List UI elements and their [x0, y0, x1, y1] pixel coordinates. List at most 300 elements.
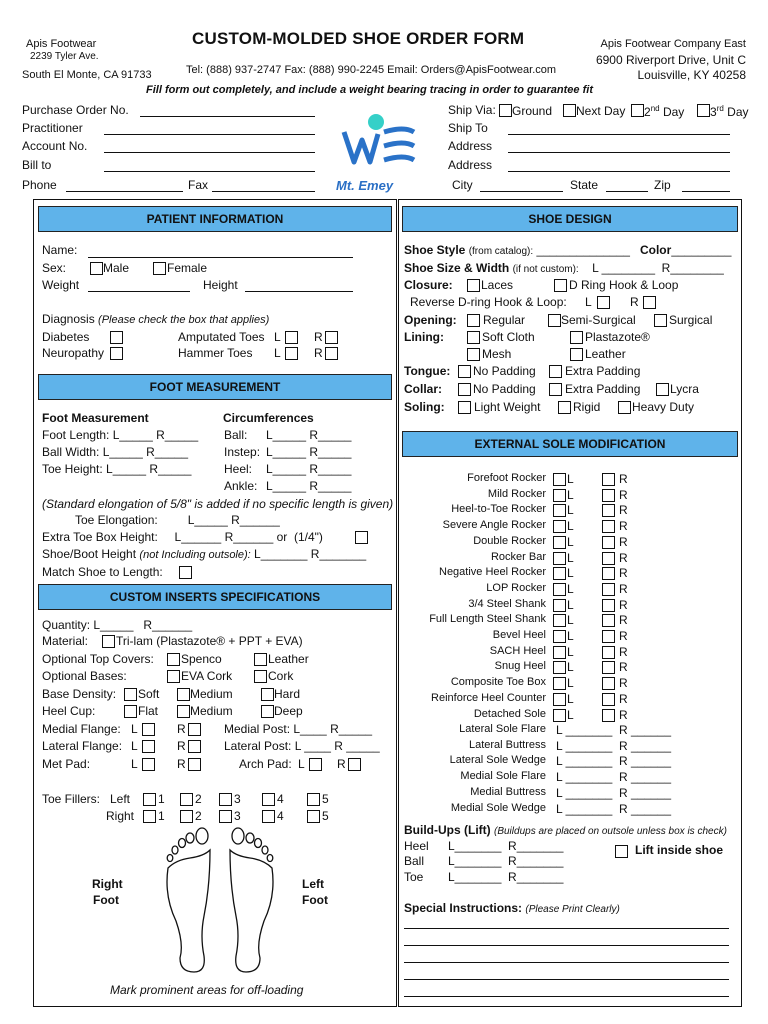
tongue-extra-padding-label: Extra Padding — [565, 364, 641, 378]
eva-cork-label: EVA Cork — [181, 669, 233, 683]
ship-2nd-day-checkbox[interactable] — [631, 104, 644, 117]
collar-no-padding-label: No Padding — [473, 382, 536, 396]
closure-label: Closure: — [404, 278, 453, 292]
toe-elongation-row: Toe Elongation: L_____ R______ — [75, 513, 280, 527]
soft-cloth-label: Soft Cloth — [482, 330, 535, 344]
lop-rocker-r-checkbox[interactable] — [602, 583, 615, 596]
regular-label: Regular — [483, 313, 526, 327]
snug-heel-l-checkbox[interactable] — [553, 661, 566, 674]
deep-label: Deep — [274, 704, 303, 718]
lateral-post-row: Lateral Post: L ____ R _____ — [224, 739, 380, 753]
diagnosis-note: (Please check the box that applies) — [98, 314, 270, 326]
collar-extra-padding-label: Extra Padding — [565, 382, 641, 396]
shoe-design-header: SHOE DESIGN — [402, 206, 738, 232]
name-field[interactable] — [88, 257, 353, 258]
arch-pad-r: R — [337, 757, 346, 771]
toe-filler-right-4-checkbox[interactable] — [262, 810, 275, 823]
ball-circ-label: Ball: — [224, 428, 248, 442]
special-line-2[interactable] — [404, 945, 729, 946]
medial-sole-wedge-label: Medial Sole Wedge — [450, 802, 546, 814]
medial-flange-r: R — [177, 722, 186, 736]
weight-field[interactable] — [88, 291, 190, 292]
tongue-no-padding-checkbox[interactable] — [458, 365, 471, 378]
sach-heel-l-checkbox[interactable] — [553, 646, 566, 659]
rigid-checkbox[interactable] — [558, 401, 571, 414]
female-checkbox[interactable] — [153, 262, 166, 275]
ship-next-day-label: Next Day — [576, 104, 626, 118]
collar-no-padding-checkbox[interactable] — [458, 383, 471, 396]
detached-sole-l-checkbox[interactable] — [553, 709, 566, 722]
ship-via-label: Ship Via: — [448, 103, 496, 117]
ship-3rd-day-checkbox[interactable] — [697, 104, 710, 117]
toe-filler-left-2-checkbox[interactable] — [180, 793, 193, 806]
diagnosis-title: Diagnosis — [42, 312, 95, 326]
phone-label: Phone — [22, 178, 57, 192]
met-pad-r: R — [177, 757, 186, 771]
lining-leather-label: Leather — [585, 347, 626, 361]
quantity-label: Quantity: — [42, 618, 91, 632]
dring-checkbox[interactable] — [554, 279, 567, 292]
rocker-bar-r-label: R — [619, 551, 628, 565]
foot-measurement-header: FOOT MEASUREMENT — [38, 374, 392, 400]
negative-heel-rocker-label: Negative Heel Rocker — [439, 566, 546, 578]
lateral-buttress-label: Lateral Buttress — [468, 739, 546, 751]
3-4-steel-shank-r-label: R — [619, 598, 628, 612]
shoe-boot-height-row: Shoe/Boot Height (not Including outsole): L_______ R_______ — [42, 547, 367, 561]
purchase-order-field[interactable] — [140, 116, 315, 117]
buildups-note: (Buildups are placed on outsole unless box is check) — [494, 826, 727, 837]
composite-toe-box-l-checkbox[interactable] — [553, 677, 566, 690]
company-city-right: Louisville, KY 40258 — [637, 68, 746, 82]
bevel-heel-r-checkbox[interactable] — [602, 630, 615, 643]
foot-measurement-col: Foot Measurement — [42, 411, 149, 425]
buildup-ball-label: Ball — [404, 854, 425, 868]
buildups-row — [404, 823, 727, 837]
ship-3rd-num: 3 — [710, 105, 717, 119]
composite-toe-box-l-label: L — [567, 676, 574, 690]
ship-to-field[interactable] — [508, 134, 730, 135]
severe-angle-rocker-label: Severe Angle Rocker — [442, 519, 546, 531]
male-checkbox[interactable] — [90, 262, 103, 275]
spenco-checkbox[interactable] — [167, 653, 180, 666]
toe-filler-left-1-label: 1 — [158, 792, 165, 806]
double-rocker-l-checkbox[interactable] — [553, 536, 566, 549]
logo-text: Mt. Emey — [336, 178, 394, 193]
company-name-left: Apis Footwear — [26, 38, 97, 50]
foot-length-label: Foot Length: — [42, 428, 110, 442]
toe-filler-left-1-checkbox[interactable] — [143, 793, 156, 806]
shoe-size-label: Shoe Size & Width — [404, 261, 510, 275]
toe-filler-right-5-label: 5 — [322, 809, 329, 823]
toe-filler-left-3-checkbox[interactable] — [219, 793, 232, 806]
cork-checkbox[interactable] — [254, 670, 267, 683]
medial-sole-flare-values[interactable]: L _______ R ______ — [556, 770, 671, 784]
left-foot-word: Foot — [302, 893, 328, 907]
special-line-1[interactable] — [404, 928, 729, 929]
neuropathy-label: Neuropathy — [42, 346, 105, 360]
phone-field[interactable] — [66, 191, 183, 192]
address-field-1[interactable] — [508, 152, 730, 153]
lateral-post-label: Lateral Post: — [224, 739, 292, 753]
snug-heel-l-label: L — [567, 660, 574, 674]
shoe-size-row: Shoe Size & Width (if not custom): L ________ R________ — [404, 261, 724, 275]
rocker-bar-r-checkbox[interactable] — [602, 552, 615, 565]
toe-filler-left-5-checkbox[interactable] — [307, 793, 320, 806]
ship-2nd-sup: nd — [650, 104, 660, 113]
lop-rocker-label: LOP Rocker — [486, 582, 546, 594]
regular-checkbox[interactable] — [467, 314, 480, 327]
tongue-no-padding-label: No Padding — [473, 364, 536, 378]
reverse-r: R — [630, 295, 639, 309]
toe-filler-right-4-label: 4 — [277, 809, 284, 823]
toe-filler-right-2-label: 2 — [195, 809, 202, 823]
bevel-heel-l-checkbox[interactable] — [553, 630, 566, 643]
medial-post-row: Medial Post: L____ R_____ — [224, 722, 373, 736]
mild-rocker-label: Mild Rocker — [487, 488, 546, 500]
fax-label: Fax — [188, 178, 209, 192]
met-pad-l: L — [131, 757, 138, 771]
detached-sole-r-checkbox[interactable] — [602, 709, 615, 722]
laces-label: Laces — [481, 278, 514, 292]
reinforce-heel-counter-label: Reinforce Heel Counter — [431, 692, 546, 704]
lateral-sole-wedge-label: Lateral Sole Wedge — [449, 754, 546, 766]
toe-filler-right-1-checkbox[interactable] — [143, 810, 156, 823]
3-4-steel-shank-l-label: L — [567, 598, 574, 612]
zip-label: Zip — [654, 178, 671, 192]
or-label: or — [276, 530, 288, 544]
ship-3rd-day-word: Day — [727, 105, 749, 119]
trilam-label: Tri-lam (Plastazote® + PPT + EVA) — [116, 634, 303, 648]
3-4-steel-shank-l-checkbox[interactable] — [553, 599, 566, 612]
height-field[interactable] — [245, 291, 353, 292]
met-pad-l-checkbox[interactable] — [142, 758, 155, 771]
bill-to-label: Bill to — [22, 158, 52, 172]
form-title: CUSTOM-MOLDED SHOE ORDER FORM — [192, 29, 525, 48]
account-field[interactable] — [104, 152, 315, 153]
heavy-duty-label: Heavy Duty — [632, 400, 695, 414]
bevel-heel-label: Bevel Heel — [492, 629, 546, 641]
hammer-label: Hammer Toes — [178, 346, 253, 360]
heel-to-toe-rocker-r-checkbox[interactable] — [602, 504, 615, 517]
medial-flange-l-checkbox[interactable] — [142, 723, 155, 736]
forefoot-rocker-label: Forefoot Rocker — [467, 472, 546, 484]
full-length-steel-shank-l-label: L — [567, 613, 574, 627]
soft-cloth-checkbox[interactable] — [467, 331, 480, 344]
detached-sole-label: Detached Sole — [473, 708, 546, 720]
ship-3rd-sup: rd — [716, 104, 724, 113]
extra-toe-label: Extra Toe Box Height: — [42, 530, 158, 544]
rocker-bar-label: Rocker Bar — [490, 551, 546, 563]
eva-cork-checkbox[interactable] — [167, 670, 180, 683]
opening-label: Opening: — [404, 313, 457, 327]
surgical-checkbox[interactable] — [654, 314, 667, 327]
deep-checkbox[interactable] — [261, 705, 274, 718]
hammer-r-checkbox[interactable] — [325, 347, 338, 360]
soft-label: Soft — [138, 687, 160, 701]
heel-to-toe-rocker-label: Heel-to-Toe Rocker — [451, 503, 546, 515]
dring-label: D Ring Hook & Loop — [569, 278, 679, 292]
zip-field[interactable] — [682, 191, 730, 192]
full-length-steel-shank-r-label: R — [619, 613, 628, 627]
amputated-r-checkbox[interactable] — [325, 331, 338, 344]
forefoot-rocker-r-checkbox[interactable] — [602, 473, 615, 486]
ball-width-row: Ball Width: L_____ R_____ — [42, 445, 189, 459]
address-field-2[interactable] — [508, 171, 730, 172]
medial-sole-flare-label: Medial Sole Flare — [460, 770, 546, 782]
reverse-dring-label: Reverse D-ring Hook & Loop: — [410, 295, 567, 309]
toe-filler-left-4-checkbox[interactable] — [262, 793, 275, 806]
negative-heel-rocker-l-checkbox[interactable] — [553, 567, 566, 580]
amputated-l-label: L — [274, 330, 281, 344]
reinforce-heel-counter-r-checkbox[interactable] — [602, 693, 615, 706]
lateral-flange-l-checkbox[interactable] — [142, 740, 155, 753]
buildup-heel-label: Heel — [404, 839, 429, 853]
density-medium-label: Medium — [190, 687, 233, 701]
color-label: Color — [639, 243, 672, 257]
heel-to-toe-rocker-r-label: R — [619, 503, 628, 517]
full-length-steel-shank-label: Full Length Steel Shank — [429, 613, 546, 625]
lining-label: Lining: — [404, 330, 444, 344]
heelcup-medium-label: Medium — [190, 704, 233, 718]
extra-toe-row: Extra Toe Box Height: L______ R______ or (1/4") — [42, 530, 323, 544]
quarter-label: (1/4") — [293, 530, 323, 544]
lateral-sole-wedge-values[interactable]: L _______ R ______ — [556, 754, 671, 768]
toe-height-row: Toe Height: L_____ R_____ — [42, 462, 192, 476]
severe-angle-rocker-r-label: R — [619, 519, 628, 533]
light-weight-label: Light Weight — [474, 400, 541, 414]
ship-ground-checkbox[interactable] — [499, 104, 512, 117]
bill-to-field[interactable] — [104, 171, 315, 172]
hard-checkbox[interactable] — [261, 688, 274, 701]
3-4-steel-shank-r-checkbox[interactable] — [602, 599, 615, 612]
lateral-sole-flare-label: Lateral Sole Flare — [459, 723, 546, 735]
forefoot-rocker-r-label: R — [619, 472, 628, 486]
amputated-l-checkbox[interactable] — [285, 331, 298, 344]
hammer-l-checkbox[interactable] — [285, 347, 298, 360]
special-line-5[interactable] — [404, 996, 729, 997]
medial-flange-r-checkbox[interactable] — [188, 723, 201, 736]
quantity-row: Quantity: L_____ R______ — [42, 618, 193, 632]
composite-toe-box-r-label: R — [619, 676, 628, 690]
mild-rocker-r-label: R — [619, 488, 628, 502]
ship-3rd-day-label — [710, 104, 749, 119]
state-label: State — [570, 178, 599, 192]
special-instructions-label: Special Instructions: — [404, 901, 523, 915]
company-street-right: 6900 Riverport Drive, Unit C — [595, 53, 746, 67]
male-label: Male — [103, 261, 130, 275]
reinforce-heel-counter-r-label: R — [619, 692, 628, 706]
special-line-3[interactable] — [404, 962, 729, 963]
toe-filler-right-1-label: 1 — [158, 809, 165, 823]
snug-heel-r-label: R — [619, 660, 628, 674]
hammer-r-label: R — [314, 346, 323, 360]
snug-heel-r-checkbox[interactable] — [602, 661, 615, 674]
heavy-duty-checkbox[interactable] — [618, 401, 631, 414]
medial-sole-wedge-values[interactable]: L _______ R ______ — [556, 802, 671, 816]
arch-pad-r-checkbox[interactable] — [348, 758, 361, 771]
special-instructions-row — [404, 901, 620, 915]
address-label-2: Address — [448, 158, 493, 172]
toe-height-label: Toe Height: — [42, 462, 103, 476]
heel-circ-row: Heel: L_____ R_____ — [224, 462, 352, 476]
top-leather-checkbox[interactable] — [254, 653, 267, 666]
full-length-steel-shank-l-checkbox[interactable] — [553, 614, 566, 627]
lycra-checkbox[interactable] — [656, 383, 669, 396]
rocker-bar-l-checkbox[interactable] — [553, 552, 566, 565]
special-line-4[interactable] — [404, 979, 729, 980]
lateral-flange-l: L — [131, 739, 138, 753]
reinforce-heel-counter-l-label: L — [567, 692, 574, 706]
external-sole-header: EXTERNAL SOLE MODIFICATION — [402, 431, 738, 457]
plastazote-checkbox[interactable] — [570, 331, 583, 344]
lateral-buttress-values[interactable]: L _______ R ______ — [556, 739, 671, 753]
buildup-toe-row: Toe L_______ R_______ — [404, 870, 564, 884]
sach-heel-label: SACH Heel — [489, 645, 546, 657]
female-label: Female — [167, 261, 208, 275]
toe-filler-right-2-checkbox[interactable] — [180, 810, 193, 823]
mesh-label: Mesh — [482, 347, 512, 361]
mesh-checkbox[interactable] — [467, 348, 480, 361]
lift-inside-label: Lift inside shoe — [635, 843, 724, 857]
quarter-inch-checkbox[interactable] — [355, 531, 368, 544]
soft-checkbox[interactable] — [124, 688, 137, 701]
negative-heel-rocker-r-label: R — [619, 566, 628, 580]
medial-buttress-label: Medial Buttress — [470, 786, 546, 798]
collar-extra-padding-checkbox[interactable] — [549, 383, 562, 396]
detached-sole-r-label: R — [619, 708, 628, 722]
hammer-l-label: L — [274, 346, 281, 360]
lateral-flange-label: Lateral Flange: — [42, 739, 123, 753]
arch-pad-label: Arch Pad: — [239, 757, 292, 771]
city-field[interactable] — [480, 191, 563, 192]
bevel-heel-l-label: L — [567, 629, 574, 643]
match-shoe-checkbox[interactable] — [179, 566, 192, 579]
top-leather-label: Leather — [268, 652, 309, 666]
toe-filler-left-3-label: 3 — [234, 792, 241, 806]
severe-angle-rocker-r-checkbox[interactable] — [602, 520, 615, 533]
foot-length-row: Foot Length: L_____ R_____ — [42, 428, 199, 442]
laces-checkbox[interactable] — [467, 279, 480, 292]
right-foot-word: Foot — [93, 893, 119, 907]
mild-rocker-r-checkbox[interactable] — [602, 489, 615, 502]
arch-pad-l-checkbox[interactable] — [309, 758, 322, 771]
account-label: Account No. — [22, 139, 88, 153]
lateral-flange-r: R — [177, 739, 186, 753]
toe-filler-left-5-label: 5 — [322, 792, 329, 806]
form-instruction: Fill form out completely, and include a weight bearing tracing in order to guarantee fit — [146, 84, 593, 96]
double-rocker-label: Double Rocker — [473, 535, 546, 547]
shoe-boot-label: Shoe/Boot Height — [42, 547, 137, 561]
diabetes-checkbox[interactable] — [110, 331, 123, 344]
company-city-left: South El Monte, CA 91733 — [22, 69, 152, 81]
name-label: Name: — [42, 243, 78, 257]
heel-circ-label: Heel: — [224, 462, 253, 476]
reverse-l-checkbox[interactable] — [597, 296, 610, 309]
elongation-note: (Standard elongation of 5/8" is added if no specific length is given) — [42, 497, 394, 511]
semi-surgical-label: Semi-Surgical — [561, 313, 636, 327]
left-foot-label: Left — [302, 877, 324, 891]
tongue-extra-padding-checkbox[interactable] — [549, 365, 562, 378]
medial-flange-l: L — [131, 722, 138, 736]
ball-circ-row: Ball: L_____ R_____ — [224, 428, 352, 442]
match-shoe-label: Match Shoe to Length: — [42, 565, 163, 579]
light-weight-checkbox[interactable] — [458, 401, 471, 414]
medial-buttress-values[interactable]: L _______ R ______ — [556, 786, 671, 800]
trilam-checkbox[interactable] — [102, 635, 115, 648]
flat-checkbox[interactable] — [124, 705, 137, 718]
shoe-style-note: (from catalog): — [468, 246, 534, 257]
neuropathy-checkbox[interactable] — [110, 347, 123, 360]
snug-heel-label: Snug Heel — [494, 660, 546, 672]
rocker-bar-l-label: L — [567, 551, 574, 565]
sex-label: Sex: — [42, 261, 67, 275]
composite-toe-box-label: Composite Toe Box — [450, 676, 546, 688]
height-label: Height — [203, 278, 238, 292]
toe-filler-right-3-checkbox[interactable] — [219, 810, 232, 823]
circumferences-col: Circumferences — [223, 411, 314, 425]
buildups-label: Build-Ups (Lift) — [404, 823, 491, 837]
ship-next-day-checkbox[interactable] — [563, 104, 576, 117]
heel-to-toe-rocker-l-checkbox[interactable] — [553, 504, 566, 517]
instep-row: Instep: L_____ R_____ — [224, 445, 352, 459]
mild-rocker-l-label: L — [567, 488, 574, 502]
ship-ground-label: Ground — [512, 104, 553, 118]
state-field[interactable] — [606, 191, 648, 192]
toe-fillers-left-label: Left — [110, 792, 131, 806]
semi-surgical-checkbox[interactable] — [548, 314, 561, 327]
severe-angle-rocker-l-label: L — [567, 519, 574, 533]
mild-rocker-l-checkbox[interactable] — [553, 489, 566, 502]
toe-filler-right-5-checkbox[interactable] — [307, 810, 320, 823]
forefoot-rocker-l-label: L — [567, 472, 574, 486]
practitioner-field[interactable] — [104, 134, 315, 135]
top-covers-label: Optional Top Covers: — [42, 652, 154, 666]
material-label: Material: — [42, 634, 89, 648]
heelcup-medium-checkbox[interactable] — [177, 705, 190, 718]
collar-label: Collar: — [404, 382, 443, 396]
patient-info-header: PATIENT INFORMATION — [38, 206, 392, 232]
arch-pad-l: L — [298, 757, 305, 771]
lift-inside-checkbox[interactable] — [615, 845, 628, 858]
severe-angle-rocker-l-checkbox[interactable] — [553, 520, 566, 533]
feet-caption: Mark prominent areas for off-loading — [110, 983, 304, 997]
instep-label: Instep: — [224, 445, 261, 459]
forefoot-rocker-l-checkbox[interactable] — [553, 473, 566, 486]
lop-rocker-l-checkbox[interactable] — [553, 583, 566, 596]
full-length-steel-shank-r-checkbox[interactable] — [602, 614, 615, 627]
met-pad-r-checkbox[interactable] — [188, 758, 201, 771]
diagnosis-label — [42, 312, 269, 326]
sach-heel-r-label: R — [619, 645, 628, 659]
density-medium-checkbox[interactable] — [177, 688, 190, 701]
surgical-label: Surgical — [669, 313, 713, 327]
toe-elongation-label: Toe Elongation: — [75, 513, 158, 527]
shoe-size-note: (if not custom): — [512, 264, 579, 275]
sach-heel-r-checkbox[interactable] — [602, 646, 615, 659]
lateral-flange-r-checkbox[interactable] — [188, 740, 201, 753]
lateral-sole-flare-values[interactable]: L _______ R ______ — [556, 723, 671, 737]
reinforce-heel-counter-l-checkbox[interactable] — [553, 693, 566, 706]
negative-heel-rocker-r-checkbox[interactable] — [602, 567, 615, 580]
lining-leather-checkbox[interactable] — [570, 348, 583, 361]
reverse-r-checkbox[interactable] — [643, 296, 656, 309]
buildup-heel-row: Heel L_______ R_______ — [404, 839, 564, 853]
ball-width-label: Ball Width: — [42, 445, 100, 459]
double-rocker-r-checkbox[interactable] — [602, 536, 615, 549]
composite-toe-box-r-checkbox[interactable] — [602, 677, 615, 690]
fax-field[interactable] — [212, 191, 315, 192]
toe-fillers-right-label: Right — [106, 809, 135, 823]
